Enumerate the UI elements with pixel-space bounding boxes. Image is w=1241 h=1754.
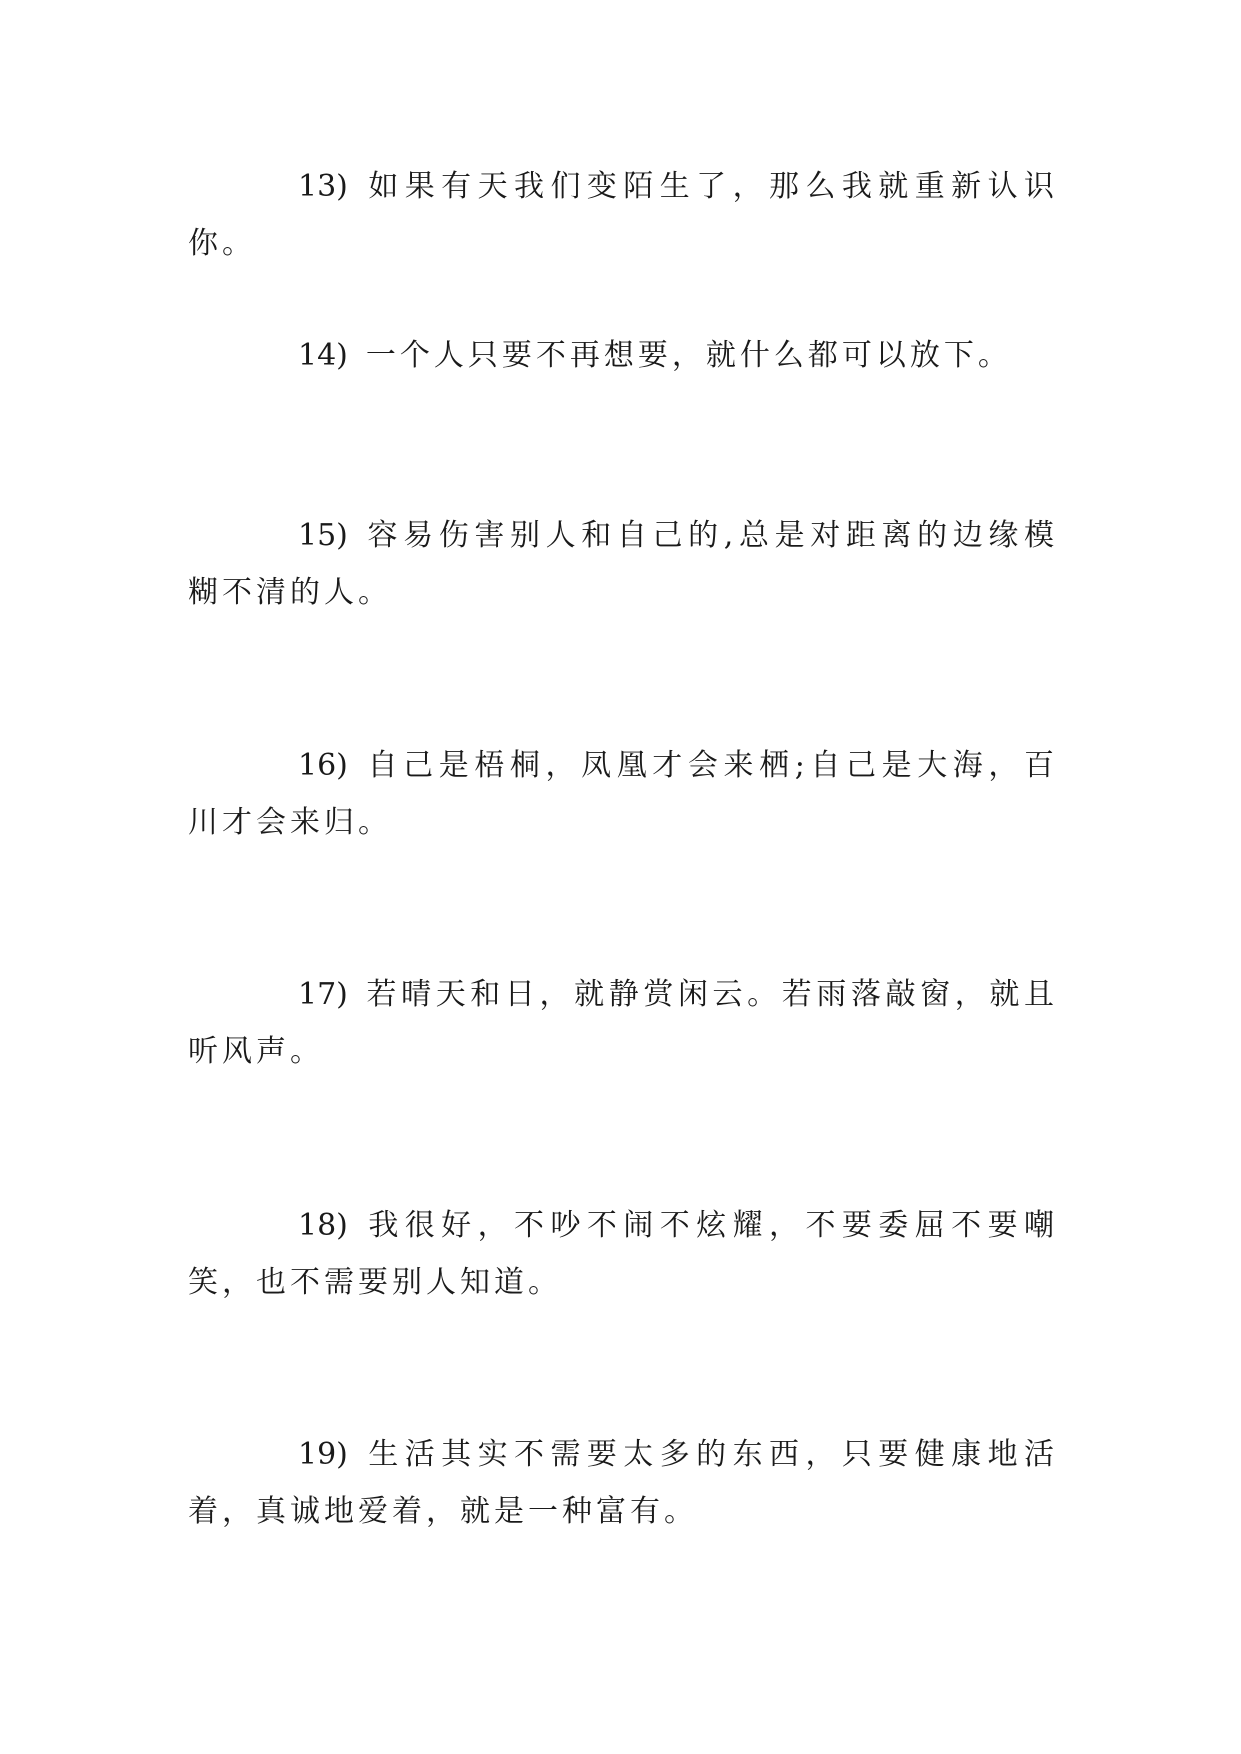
quote-number: 13) [298, 169, 348, 204]
quote-number: 16) [298, 748, 348, 783]
quote-text: 容易伤害别人和自己的,总是对距离的边缘模糊不清的人。 [188, 518, 1058, 610]
quote-text: 一个人只要不再想要，就什么都可以放下。 [365, 338, 1012, 373]
quote-number: 18) [298, 1208, 348, 1243]
quote-text: 我很好，不吵不闹不炫耀，不要委屈不要嘲笑，也不需要别人知道。 [188, 1208, 1058, 1300]
quote-item-18 [188, 1197, 1058, 1311]
quote-number: 19) [298, 1437, 348, 1472]
quote-text: 如果有天我们变陌生了，那么我就重新认识你。 [188, 169, 1058, 261]
quote-item-15 [188, 507, 1058, 621]
quote-item-19 [188, 1426, 1058, 1540]
quote-number: 14) [298, 338, 348, 373]
quote-number: 15) [298, 518, 348, 553]
quote-text: 若晴天和日，就静赏闲云。若雨落敲窗，就且听风声。 [188, 977, 1058, 1069]
quote-item-16 [188, 737, 1058, 851]
quote-item-17 [188, 966, 1058, 1080]
quote-text: 自己是梧桐，凤凰才会来栖;自己是大海，百川才会来归。 [188, 748, 1058, 840]
quote-number: 17) [298, 977, 348, 1012]
quote-item-14 [188, 327, 1058, 384]
quote-item-13 [188, 158, 1058, 272]
quote-text: 生活其实不需要太多的东西，只要健康地活着，真诚地爱着，就是一种富有。 [188, 1437, 1058, 1529]
